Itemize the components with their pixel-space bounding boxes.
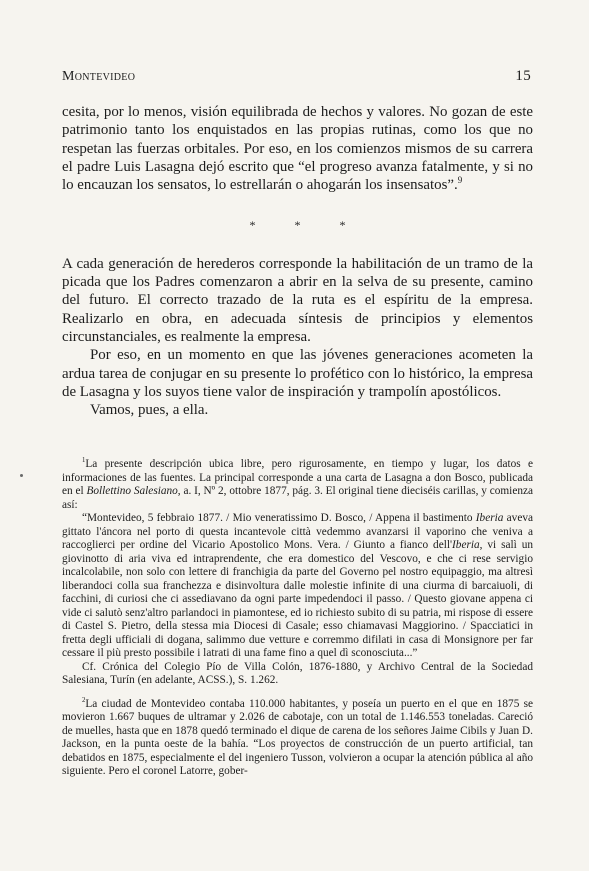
section-separator: * * * <box>249 218 346 233</box>
paragraph-1 <box>62 103 533 194</box>
footnote-2-text: La ciudad de Montevideo contaba 110.000 habitantes, y poseía un puerto en el que en 1875 se movieron 1.667 buques de ultramar y 2.026 de cabotaje, con un total de 1.146.553 toneladas. Careció de muelles, hasta que en 1878 quedó terminado el dique de carena de los señores Jaime Cibils y Juan D. Jackson, en la punta oeste de la bahía. “Los proyectos de construcción de un puerto artificial, tan debatidos en 1875, especialmente el del ingeniero Tusson, volvieron a ocupar la atención pública al año siguiente. Pero el coronel Latorre, gober- <box>62 697 533 777</box>
paragraph-4: Vamos, pues, a ella. <box>90 402 209 419</box>
quote-italic-1: Iberia <box>475 512 504 524</box>
main-text <box>62 103 533 419</box>
paper-speck <box>20 474 23 477</box>
footnote-1-number: 1 <box>82 457 86 465</box>
page-number: 15 <box>515 68 531 84</box>
footnote-1-text: La presente descripción ubica libre, pero rigurosamente, en tiempo y lugar, los datos e informaciones de las fuentes. La principal corresponde a una carta de Lasagna a don Bosco, publicada en el <box>62 458 533 497</box>
paragraph-3: Por eso, en un momento en que las jóvenes generaciones acometen la ardua tarea de conjugar en su presente lo profético con lo histórico, la empresa de Lasagna y los suyos tiene valor de inspiración y trampolín apostólicos. <box>62 347 533 400</box>
footnote-2 <box>62 698 533 779</box>
page-header <box>62 68 531 85</box>
footnote-1-text-tail: , a. I, Nº 2, ottobre 1877, pág. 3. El original tiene dieciséis carillas, y comienza así: <box>62 485 534 511</box>
quote-part-1: “Montevideo, 5 febbraio 1877. / Mio veneratissimo D. Bosco, / Appena il bastimento <box>82 512 476 524</box>
quote-italic-2: Iberia <box>452 539 480 551</box>
footnotes <box>62 458 533 779</box>
quote-part-3: , vi salì un giovinotto di aria viva ed intraprendente, che era domestico del Vescovo, e che ci rese servigio incalcolabile, non solo con lettere di franchigia da parte del Governo pel nostro equipaggio, ma altresì liberandoci colla sua franchezza e disinvoltura dalle molestie infinite di una ciurma di barcaiuoli, di facchini, di curiosi che ci assediavano da ogni parte impedendoci il passo. / Questo giovane appena ci vide ci salutò senz'altro parlandoci in piamontese, ed io richiesto subito di su patria, mi rispose di essere di Castel S. Pietro, della stessa mia Diocesi di Casale; esso chiamavasi Maggiorino. / Spacciatici in fretta degli ufficiali di dogana, salimmo due vetture e corremmo difilati in casa di Monsignore per far cessare il più presto possibile i latrati di una fame fino a quel dì sconosciuta...” <box>62 539 534 659</box>
footnote-1 <box>62 458 533 512</box>
running-title: Montevideo <box>62 69 136 84</box>
footnote-1-quote <box>62 512 533 661</box>
quote-part-2: aveva gittato l'áncora nel porto di questa incantevole città vedemmo avanzarsi il vaporino che veniva a raccoglierci per ordine del Vicario Apostolico Mons. Vera. / Giunto a fianco dell' <box>62 512 533 551</box>
footnote-2-number: 2 <box>82 696 86 704</box>
footnote-1-source: Cf. Crónica del Colegio Pío de Villa Colón, 1876-1880, y Archivo Central de la Sociedad Salesiana, Turín (en adelante, ACSS.), S. 1.262. <box>62 660 533 686</box>
footnote-ref-9: 9 <box>457 175 463 186</box>
paragraph-1-text: cesita, por lo menos, visión equilibrada de hechos y valores. No gozan de este patrimonio tanto los enquistados en las propias rutinas, como los que no respetan las fuerzas orbitales. Por eso, en los comienzos mismos de su carrera el padre Luis Lasagna dejó escrito que “el progreso avanza fatalmente, y si no lo encauzan los sensatos, lo estrellarán o ahogarán los insensatos”. <box>62 104 533 194</box>
footnote-1-italic: Bollettino Salesiano <box>86 485 178 497</box>
paragraph-2: A cada generación de herederos corresponde la habilitación de un tramo de la picada que los Padres comenzaron a abrir en la selva de su presente, camino del futuro. El correcto trazado de la ruta es el espíritu de la empresa. Realizarlo en obra, en adecuada síntesis de principios y elementos circunstanciales, es realmente la empresa. <box>62 255 533 345</box>
